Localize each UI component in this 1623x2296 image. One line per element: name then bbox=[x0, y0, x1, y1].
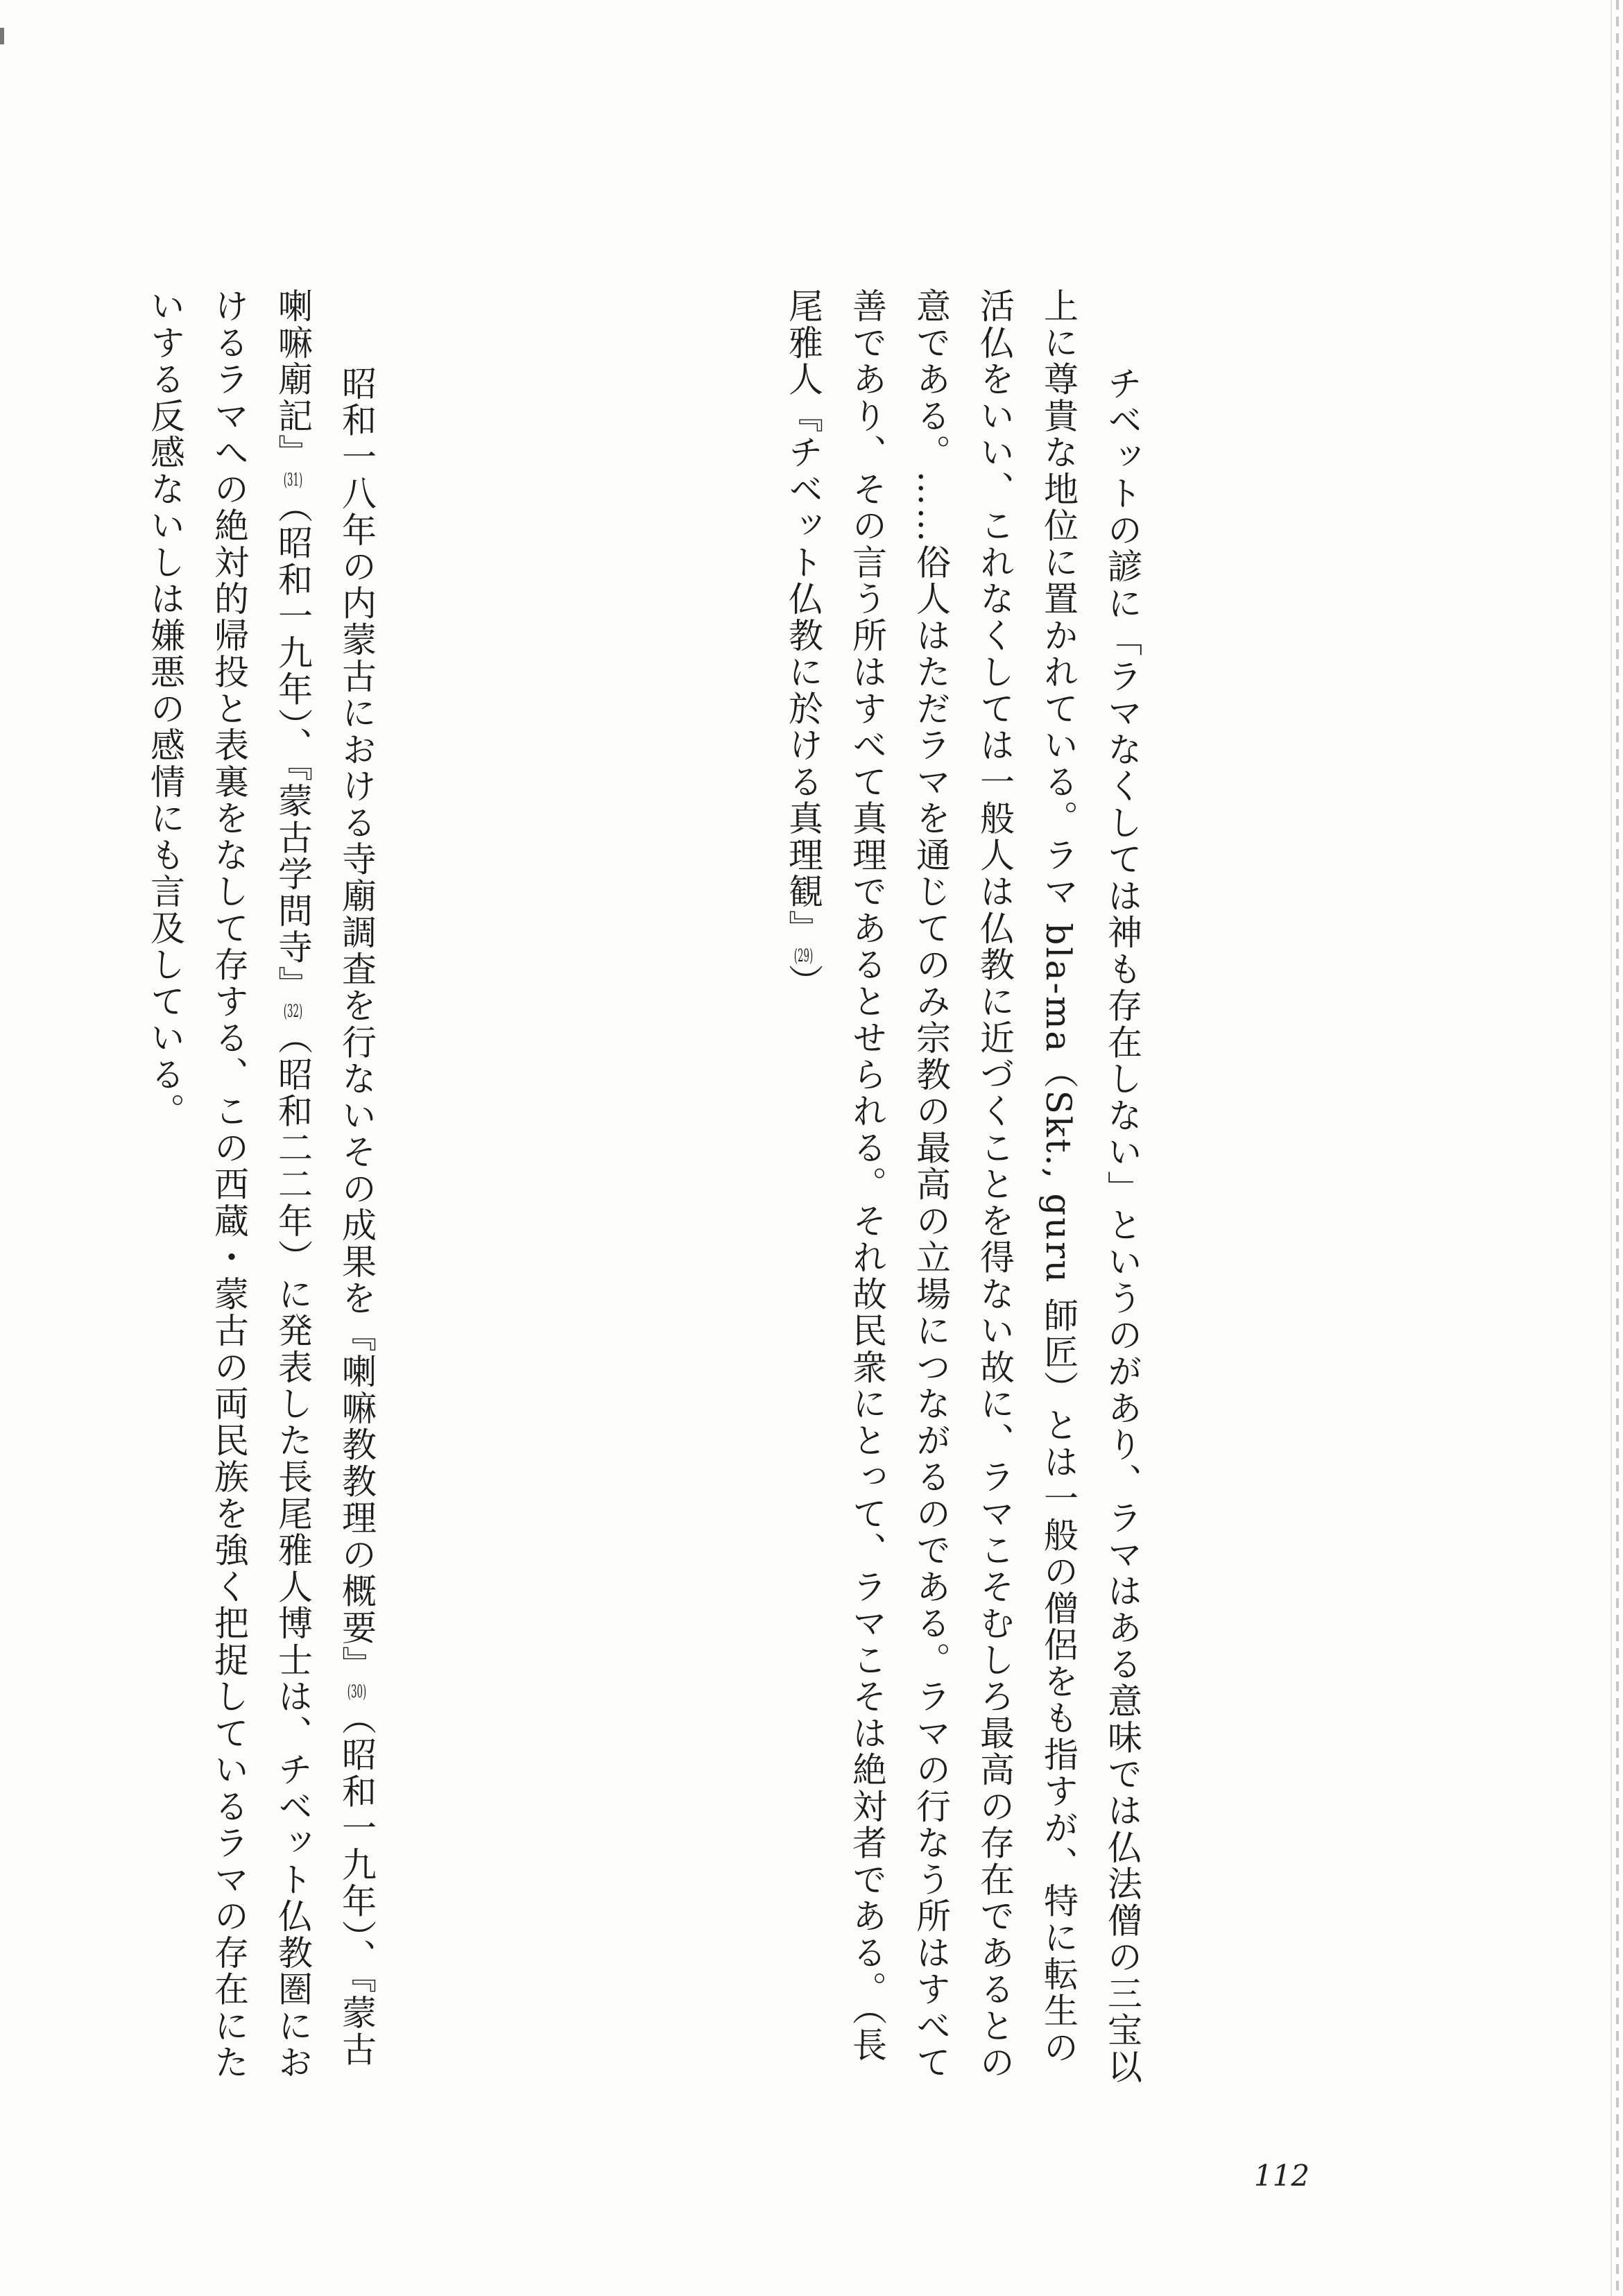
scan-edge-mark bbox=[0, 28, 4, 44]
body-paragraph-1: 昭和一八年の内蒙古における寺廟調査を行ないその成果を『喇嘛教教理の概要』(30)（昭和一九年）、『蒙古喇嘛廟記』(31)（昭和一九年）、『蒙古学問寺』(32)（昭和二二年）に発表した長尾雅人博士は、チベット仏教圏におけるラマへの絶対的帰投と表裏をなして存する、この西蔵・蒙古の両民族を強く把捉しているラマの存在にたいする反感ないしは嫌悪の感情にも言及している。 bbox=[145, 288, 377, 2081]
note-31: (31) bbox=[283, 470, 303, 488]
scan-binding-edge bbox=[1616, 0, 1619, 2296]
page-number: 112 bbox=[1253, 2159, 1310, 2193]
vertical-text-block bbox=[0, 288, 1346, 2091]
quoted-paragraph-1: チベットの諺に「ラマなくしては神も存在しない」というのがあり、ラマはある意味では仏法僧の三宝以上に尊貴な地位に置かれている。ラマ bla-ma（Skt., guru 師匠）とは一般の僧侶をも指すが、特に転生の活仏をいい、これなくしては一般人は仏教に近づくことを得ない故に、ラマこそむしろ最高の存在であるとの意である。……俗人はただラマを通じてのみ宗教の最高の立場につながるのである。ラマの行なう所はすべて善であり、その言う所はすべて真理であるとせられる。それ故民衆にとって、ラマこそは絶対者である。（長尾雅人『チベット仏教に於ける真理観』(29)） bbox=[783, 288, 1142, 2086]
note-29: (29) bbox=[793, 946, 814, 964]
note-32: (32) bbox=[283, 1002, 303, 1020]
scan-binding-line bbox=[1611, 0, 1612, 2296]
note-30: (30) bbox=[347, 1682, 367, 1700]
